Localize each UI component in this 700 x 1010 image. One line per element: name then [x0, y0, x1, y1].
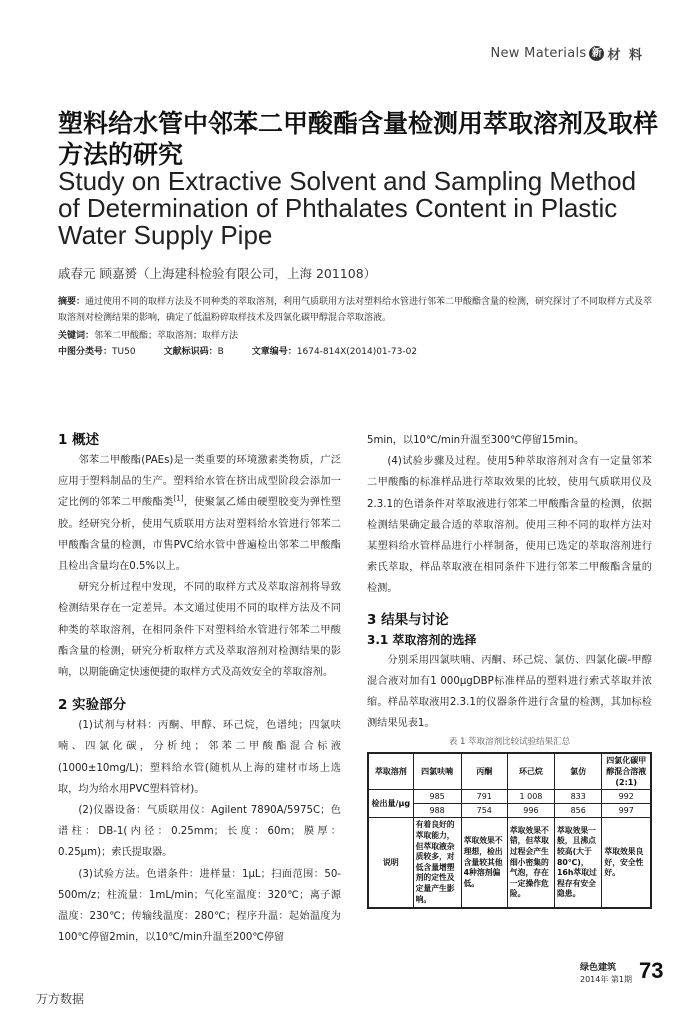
section-3-1-paragraph: 分别采用四氯呋喃、丙酮、环己烷、氯仿、四氯化碳-甲醇混合液对加有1 000μgDBP标准样品的塑料进行索式萃取并浓缩。样品萃取液用2.3.1的仪器条件进行含量的检测，其加标检测结果见表1。: [367, 654, 652, 730]
database-watermark: 万方数据: [36, 992, 85, 1006]
section-2-heading: 2 实验部分: [58, 697, 127, 714]
table-header-row: [368, 753, 651, 790]
table-cell: 833: [555, 790, 602, 804]
footer-journal: [580, 963, 632, 985]
table-cell: 988: [413, 804, 461, 818]
article-number: 文章编号：1674-814X(2014)01-73-02: [251, 347, 418, 357]
table-cell: 992: [602, 790, 651, 804]
document-code: 文献标识码：B: [163, 347, 224, 357]
table-cell: 997: [602, 804, 651, 818]
table-note-label: 说明: [368, 818, 413, 908]
left-column: [58, 430, 341, 948]
table-row: [368, 790, 651, 804]
table-cell: 791: [461, 790, 507, 804]
section-1-paragraph-1: 邻苯二甲酸酯(PAEs)是一类重要的环境激素类物质，广泛应用于塑料制品的生产。塑料给水管在挤出成型阶段会添加一定比例的邻苯二甲酸酯类[1]，使聚氯乙烯由硬塑胶变为弹性塑胶。经研究分析，使用气质联用方法对塑料给水管进行邻苯二甲酸酯含量的检测，市售PVC给水管中普遍检出邻苯二甲酸酯且检出含量均在0.5%以上。: [58, 455, 342, 573]
table-1-caption: 表 1 萃取溶剂比较试验结果汇总: [448, 737, 571, 748]
section-name-en: New Materials: [490, 46, 587, 61]
page-number: 73: [639, 958, 664, 983]
section-1-paragraph-2: 研究分析过程中发现，不同的取样方式及萃取溶剂将导致检测结果存在一定差异。本文通过使用不同的取样方法及不同种类的萃取溶剂，在相同条件下对塑料给水管进行邻苯二甲酸酯含量的检测，研究分析取样方式及萃取溶剂对检测结果的影响，以期能确定快速便捷的取样方式及高效安全的萃取溶剂。: [58, 582, 341, 679]
table-cell: 985: [413, 790, 461, 804]
table-header-cell: 氯仿: [555, 753, 602, 790]
journal-issue: 2014年 第1期: [580, 975, 632, 984]
keywords-text: 邻苯二甲酸酯；萃取溶剂；取样方法: [94, 331, 239, 341]
section-2-item-3-continued: 5min，以10℃/min升温至300℃停留15min。: [367, 435, 585, 446]
table-note-cell: 萃取效果一般，且沸点较高(大于80℃)，16h萃取过程存有安全隐患。: [555, 818, 602, 908]
abstract: [58, 295, 658, 326]
table-note-cell: 有着良好的萃取能力，但萃取液杂质较多，对低含量增塑剂的定性及定量产生影响。: [413, 818, 461, 908]
table-header-cell: 丙酮: [461, 753, 507, 790]
table-note-cell: 萃取效果不错，但萃取过程会产生细小密集的气泡，存在一定操作危险。: [507, 818, 554, 908]
section-3-1-heading: 3.1 萃取溶剂的选择: [367, 632, 477, 647]
table-cell: 856: [555, 804, 602, 818]
abstract-text: 通过使用不同的取样方法及不同种类的萃取溶剂，利用气质联用方法对塑料给水管进行邻苯二甲酸酯含量的检测，研究探讨了不同取样方式及萃取溶剂对检测结果的影响，确定了低温粉碎取样技术及四氯化碳甲醇混合萃取溶液。: [58, 297, 653, 323]
section-2-item-2: (2)仪器设备：气质联用仪：Agilent 7890A/5975C；色谱柱：DB-1(内径：0.25mm；长度：60m；膜厚：0.25μm)；索氏提取器。: [58, 805, 341, 859]
table-note-cell: 萃取效果不理想，检出含量较其他4种溶剂偏低。: [461, 818, 507, 908]
section-2-item-4: (4)试验步骤及过程。使用5种萃取溶剂对含有一定量邻苯二甲酸酯的标准样品进行萃取效果的比较，使用气质联用仪及2.3.1的色谱条件对萃取液进行邻苯二甲酸酯含量的检测，依据检测结果确定最合适的萃取溶剂。使用三种不同的取样方法对某塑料给水管样品进行小样制备，使用已选定的萃取溶剂进行索氏萃取，样品萃取液在相同条件下进行邻苯二甲酸酯含量的检测。: [367, 456, 652, 595]
section-name-cn: 材 料: [607, 48, 644, 63]
table-row: [368, 818, 651, 908]
section-seal-icon: 新: [589, 46, 604, 61]
authors-affiliation: 戚春元 顾嘉赟（上海建科检验有限公司，上海 201108）: [58, 266, 377, 281]
journal-name: 绿色建筑: [580, 963, 617, 973]
table-cell: 754: [461, 804, 507, 818]
table-cell: 1 008: [507, 790, 554, 804]
clc-number: 中图分类号：TU50: [58, 347, 136, 357]
table-header-cell: 四氯化碳甲醇混合溶液(2:1): [602, 753, 651, 790]
table-header-cell: 四氯呋喃: [413, 753, 461, 790]
citation-ref: [1]: [173, 495, 184, 504]
section-3-heading: 3 结果与讨论: [367, 611, 449, 628]
title-chinese: 塑料给水管中邻苯二甲酸酯含量检测用萃取溶剂及取样方法的研究: [58, 109, 659, 169]
table-header-cell: 萃取溶剂: [368, 753, 413, 790]
table-cell: 996: [507, 804, 554, 818]
section-2-item-3: (3)试验方法。色谱条件：进样量：1μL；扫面范围：50-500m/z；柱流量：1mL/min；气化室温度：320℃；离子源温度：230℃；传输线温度：280℃；程序升温：起始温度为100℃停留2min，以10℃/min升温至200℃停留: [58, 868, 341, 944]
section-2-item-1: (1)试剂与材料：丙酮、甲醇、环己烷，色谱纯；四氯呋喃、四氯化碳，分析纯；邻苯二甲酸酯混合标液(1000±10mg/L)；塑料给水管(随机从上海的建材市场上选取，均为给水用PVC塑料管材)。: [58, 720, 341, 795]
keywords-label: 关键词：: [58, 331, 95, 341]
right-column: [367, 430, 652, 909]
title-english: Study on Extractive Solvent and Sampling Method of Determination of Phthalates Content in Plastic Water Supply Pipe: [58, 166, 637, 250]
table-header-cell: 环己烷: [507, 753, 554, 790]
table-row-label: 检出量/μg: [368, 790, 413, 818]
abstract-label: 摘要：: [58, 297, 86, 307]
keywords: [58, 329, 658, 345]
classification-line: [58, 345, 658, 361]
table-note-cell: 萃取效果良好，安全性好。: [602, 818, 651, 908]
section-1-heading: 1 概述: [58, 432, 100, 448]
journal-section-header: [490, 44, 644, 63]
table-1: [367, 752, 652, 909]
